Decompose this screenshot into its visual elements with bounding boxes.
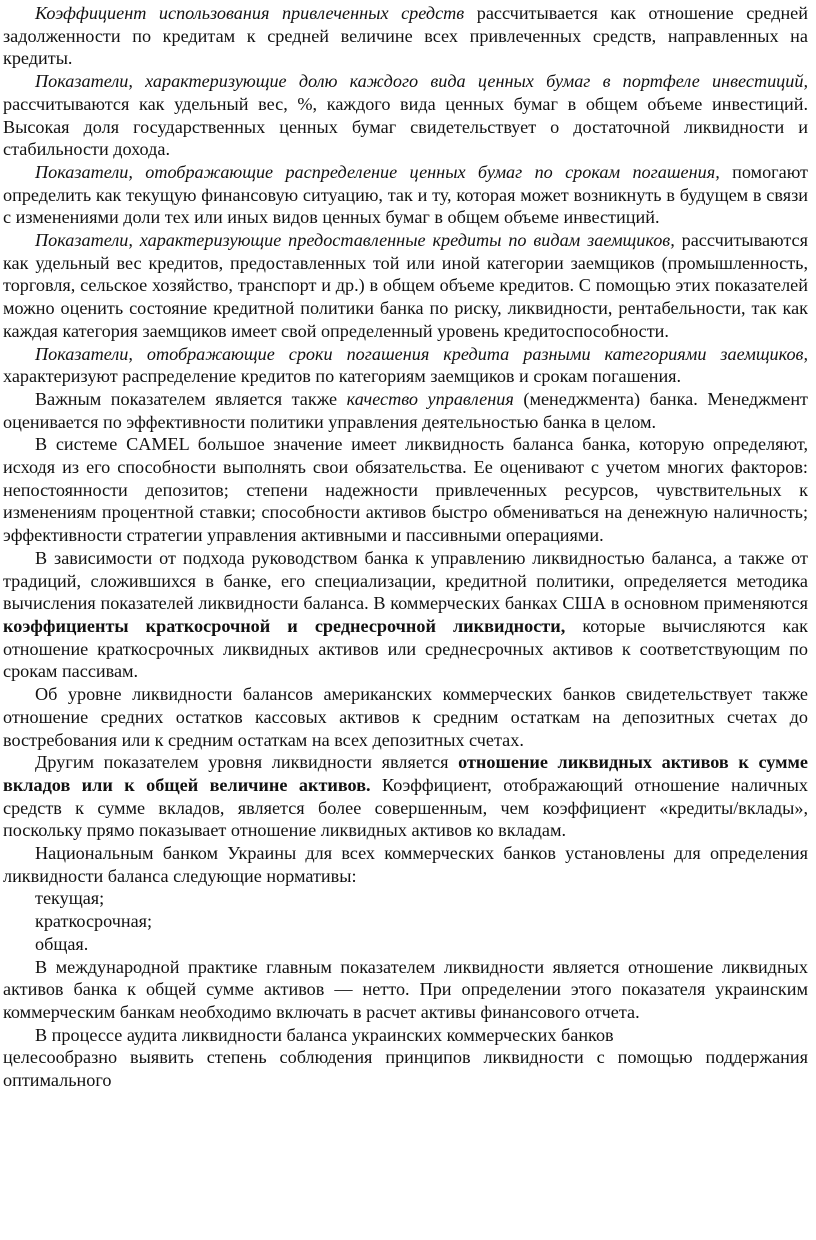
paragraph-text: Коэффициент, отображающий отношение наличных средств к сумме вкладов, является более совершенным, чем коэффициент «кредиты/вклады», поскольку прямо показывает отношение ликвидных активов ко вкладам.: [3, 774, 808, 841]
paragraph-5: [3, 343, 808, 388]
term-italic: Показатели, отображающие сроки погашения кредита разными категориями заемщиков,: [35, 343, 808, 364]
paragraph-3: [3, 161, 808, 229]
term-italic: Показатели, характеризующие долю каждого вида ценных бумаг в портфеле инвестиций,: [35, 71, 808, 92]
paragraph-14: целесообразно выявить степень соблюдения принципов ликвидности с помощью поддержания оптимального: [3, 1047, 808, 1091]
paragraph-6: [3, 388, 808, 433]
paragraph-text: рассчитываются как удельный вес, %, каждого вида ценных бумаг в общем объеме инвестиций. Высокая доля государственных ценных бумаг свидетельствует о достаточной ликвидности и стабильности дохода.: [3, 93, 808, 160]
term-bold: отношение ликвидных активов к сумме вкладов или к общей величине активов.: [3, 752, 808, 795]
paragraph-text: рассчитывается как отношение средней задолженности по кредитам к средней величине всех привлеченных средств, направленных на кредиты.: [3, 3, 808, 69]
list-item: краткосрочная;: [35, 911, 153, 932]
term-bold: коэффициенты краткосрочной и среднесрочной ликвидности,: [3, 615, 566, 636]
paragraph-7: В системе CAMEL большое значение имеет ликвидность баланса банка, которую определяют, исходя из его способности выполнять свои обязательства. Ее оценивают с учетом многих факторов: непостоянности депозитов; степени надежности привлеченных ресурсов, чувствительных к изменениям процентной ставки; способности активов быстро обмениваться на денежную наличность; эффективности стратегии управления активными и пассивными операциями.: [3, 434, 808, 546]
term-italic: Показатели, характеризующие предоставленные кредиты по видам заемщиков,: [35, 230, 675, 251]
paragraph-8: [3, 547, 808, 683]
term-italic: Коэффициент использования привлеченных средств: [35, 3, 465, 23]
paragraph-1: [3, 2, 808, 70]
paragraph-10: [3, 751, 808, 842]
paragraph-text: помогают определить как текущую финансовую ситуацию, так и ту, которая может возникнуть в будущем в связи с изменениями доли тех или иных видов ценных бумаг в общем объеме инвестиций.: [3, 161, 808, 228]
list-item: общая.: [35, 933, 89, 954]
paragraph-text: которые вычисляются как отношение краткосрочных ликвидных активов или среднесрочных активов к соответствующим по срокам пассивам.: [3, 615, 808, 682]
paragraph-text: характеризуют распределение кредитов по категориям заемщиков и срокам погашения.: [3, 366, 682, 387]
list-item: текущая;: [35, 888, 105, 909]
paragraph-12: В международной практике главным показателем ликвидности является отношение ликвидных активов банка к общей сумме активов — нетто. При определении этого показателя украинским коммерческим банкам необходимо включать в расчет активы финансового отчета.: [3, 956, 808, 1022]
paragraph-2: [3, 70, 808, 161]
paragraph-text: (менеджмента) банка. Менеджмент оценивается по эффективности политики управления деятельностью банка в целом.: [3, 388, 808, 432]
paragraph-13: В процессе аудита ликвидности баланса украинских коммерческих банков: [35, 1024, 614, 1045]
paragraph-text: рассчитываются как удельный вес кредитов, предоставленных той или иной категории заемщиков (промышленность, торговля, сельское хозяйство, транспорт и др.) в общем объеме кредитов. С помощью этих показателей можно оценить состояние кредитной политики банка по риску, ликвидности, рентабельности, так как каждая категория заемщиков имеет свой определенный уровень кредитоспособности.: [3, 230, 808, 341]
norms-list: [3, 887, 808, 955]
paragraph-9: Об уровне ликвидности балансов американских коммерческих банков свидетельствует также отношение средних остатков кассовых активов к средним остаткам на депозитных счетах до востребования или к средним остаткам на всех депозитных счетах.: [3, 684, 808, 750]
paragraph-text: В зависимости от подхода руководством банка к управлению ликвидностью баланса, а также от традиций, сложившихся в банке, его специализации, кредитной политики, определяется методика вычисления показателей ликвидности баланса. В коммерческих банках США в основном применяются: [3, 547, 808, 614]
term-italic: качество управления: [346, 388, 514, 409]
paragraph-4: [3, 229, 808, 343]
paragraph-text: Другим показателем уровня ликвидности является: [35, 752, 459, 773]
term-italic: Показатели, отображающие распределение ценных бумаг по срокам погашения,: [35, 161, 720, 182]
paragraph-11: Национальным банком Украины для всех коммерческих банков установлены для определения ликвидности баланса следующие нормативы:: [3, 843, 808, 886]
paragraph-text: Важным показателем является также: [35, 388, 347, 409]
